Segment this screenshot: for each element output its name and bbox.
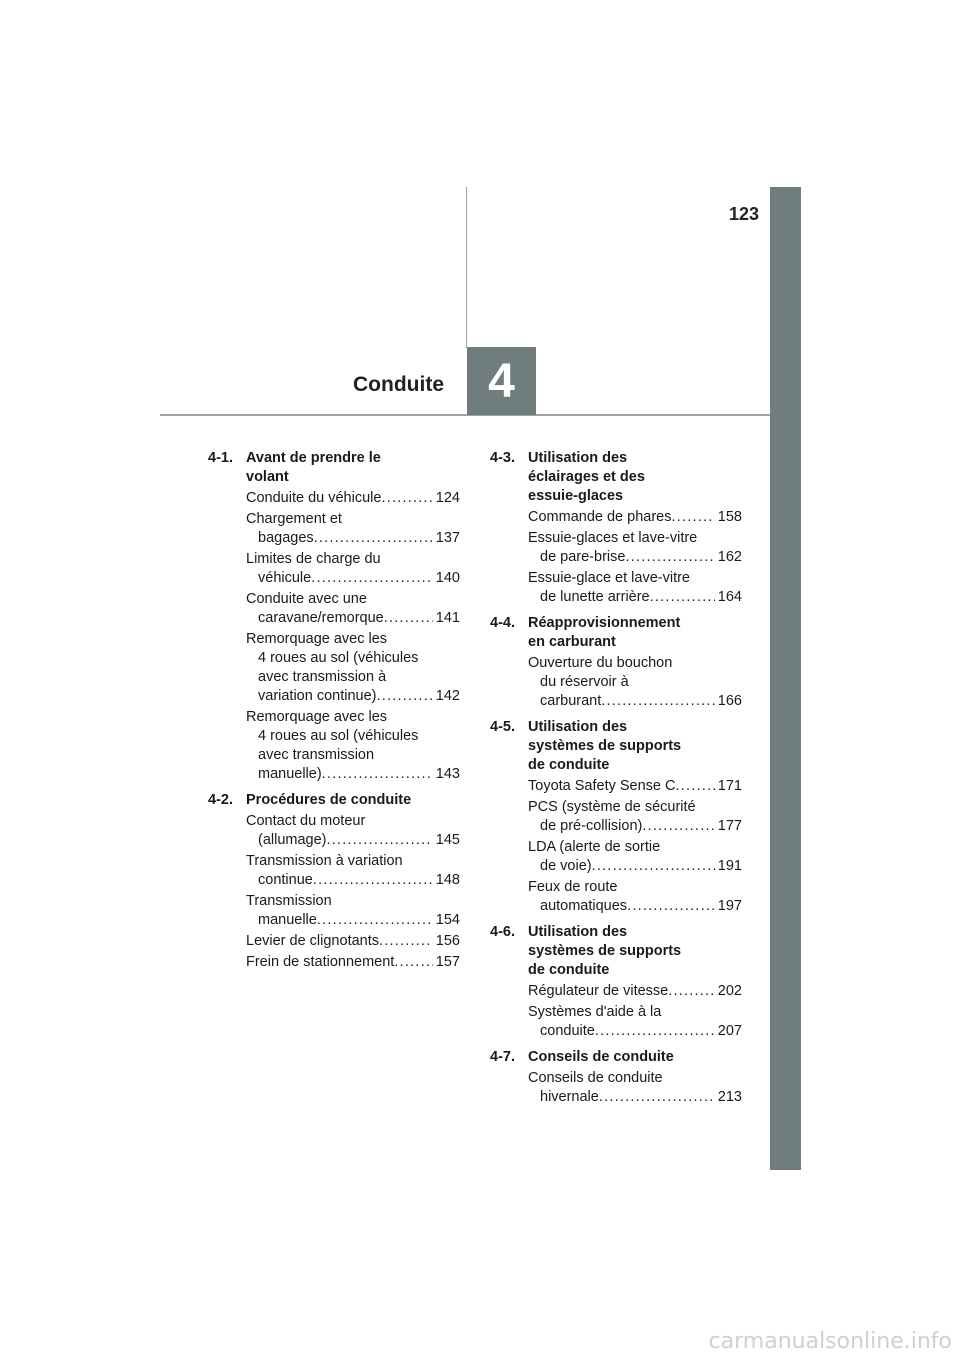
entry-last-line bbox=[528, 1088, 742, 1107]
dot-leader bbox=[627, 897, 715, 916]
toc-entry[interactable] bbox=[246, 953, 460, 972]
entry-last-line bbox=[246, 569, 460, 588]
entry-page-number: 164 bbox=[717, 589, 742, 605]
entry-last-line bbox=[528, 897, 742, 916]
dot-leader bbox=[650, 588, 715, 607]
toc-entry[interactable] bbox=[246, 510, 460, 548]
toc-section bbox=[490, 614, 742, 711]
entry-text-line: continue bbox=[258, 872, 313, 888]
entry-page-number: 157 bbox=[435, 954, 460, 970]
toc-section bbox=[490, 923, 742, 1041]
section-title bbox=[528, 614, 742, 652]
entry-text-line: manuelle bbox=[258, 912, 317, 928]
chapter-side-tab bbox=[770, 187, 801, 1170]
section-title-line: Conseils de conduite bbox=[528, 1049, 674, 1065]
entry-last-line bbox=[246, 489, 460, 508]
entry-text-line: (allumage) bbox=[258, 832, 327, 848]
toc-section bbox=[208, 791, 460, 972]
entry-text-line: de pare-brise bbox=[540, 549, 626, 565]
toc-entry[interactable] bbox=[246, 590, 460, 628]
dot-leader bbox=[313, 871, 433, 890]
entry-text-line: LDA (alerte de sortie bbox=[528, 839, 661, 855]
dot-leader bbox=[322, 765, 433, 784]
entry-last-line bbox=[528, 982, 742, 1001]
entry-last-line bbox=[528, 817, 742, 836]
entry-page-number: 166 bbox=[717, 693, 742, 709]
toc-entry[interactable] bbox=[528, 1003, 742, 1041]
section-number: 4-1. bbox=[208, 450, 233, 466]
entry-text-line: de pré-collision) bbox=[540, 818, 643, 834]
entry-text-line: PCS (système de sécurité bbox=[528, 799, 696, 815]
entry-text-line: Frein de stationnement bbox=[246, 954, 395, 970]
entry-text-line: Levier de clignotants bbox=[246, 933, 379, 949]
entry-text-line: Systèmes d'aide à la bbox=[528, 1004, 662, 1020]
section-number: 4-7. bbox=[490, 1049, 515, 1065]
section-number: 4-5. bbox=[490, 719, 515, 735]
toc-entry[interactable] bbox=[246, 852, 460, 890]
toc-entry[interactable] bbox=[246, 708, 460, 784]
entry-last-line bbox=[528, 1022, 742, 1041]
dot-leader bbox=[595, 1022, 715, 1041]
toc-entry[interactable] bbox=[246, 812, 460, 850]
section-title bbox=[246, 449, 460, 487]
section-number: 4-2. bbox=[208, 792, 233, 808]
toc-section bbox=[208, 449, 460, 784]
entry-text-line: carburant bbox=[540, 693, 602, 709]
chapter-number: 4 bbox=[488, 354, 515, 408]
entry-page-number: 154 bbox=[435, 912, 460, 928]
section-heading[interactable] bbox=[490, 614, 742, 652]
dot-leader bbox=[592, 857, 715, 876]
toc-entry[interactable] bbox=[528, 982, 742, 1001]
section-heading[interactable] bbox=[208, 791, 460, 810]
entry-page-number: 197 bbox=[717, 898, 742, 914]
dot-leader bbox=[642, 817, 714, 836]
entry-page-number: 156 bbox=[435, 933, 460, 949]
entry-text-line: de lunette arrière bbox=[540, 589, 650, 605]
toc-column-right bbox=[490, 449, 742, 1114]
dot-leader bbox=[671, 508, 714, 527]
toc-entry[interactable] bbox=[528, 798, 742, 836]
entry-page-number: 141 bbox=[435, 610, 460, 626]
entry-page-number: 137 bbox=[435, 530, 460, 546]
section-title-line: systèmes de supports bbox=[528, 943, 682, 959]
entry-page-number: 145 bbox=[435, 832, 460, 848]
section-title-line: en carburant bbox=[528, 634, 616, 650]
section-heading[interactable] bbox=[490, 718, 742, 775]
dot-leader bbox=[327, 831, 433, 850]
section-title-text bbox=[528, 449, 742, 506]
section-title-line: Utilisation des bbox=[528, 450, 628, 466]
entry-text-line: Feux de route bbox=[528, 879, 618, 895]
section-title-line: Utilisation des bbox=[528, 924, 628, 940]
section-heading[interactable] bbox=[490, 449, 742, 506]
entry-text-line: caravane/remorque bbox=[258, 610, 384, 626]
dot-leader bbox=[668, 982, 715, 1001]
section-title-text bbox=[246, 449, 460, 487]
dot-leader bbox=[311, 569, 433, 588]
entry-text-line: automatiques bbox=[540, 898, 628, 914]
entry-last-line bbox=[528, 548, 742, 567]
section-title-text bbox=[246, 791, 460, 810]
entry-text-line: Conduite avec une bbox=[246, 591, 367, 607]
chapter-title: Conduite bbox=[353, 373, 444, 396]
entry-text-line: Ouverture du bouchon bbox=[528, 655, 673, 671]
entry-text-line: Remorquage avec les bbox=[246, 709, 388, 725]
section-title bbox=[528, 923, 742, 980]
toc-entry[interactable] bbox=[528, 529, 742, 567]
entry-page-number: 177 bbox=[717, 818, 742, 834]
section-heading[interactable] bbox=[208, 449, 460, 487]
toc-section bbox=[490, 1048, 742, 1107]
toc-entry[interactable] bbox=[246, 550, 460, 588]
entry-page-number: 213 bbox=[717, 1089, 742, 1105]
entry-text-line: Transmission à variation bbox=[246, 853, 403, 869]
entry-last-line bbox=[528, 692, 742, 711]
entry-last-line bbox=[246, 529, 460, 548]
entry-page-number: 124 bbox=[435, 490, 460, 506]
entry-text-line: Chargement et bbox=[246, 511, 342, 527]
entry-text-line: 4 roues au sol (véhicules bbox=[258, 728, 419, 744]
entry-last-line bbox=[246, 609, 460, 628]
dot-leader bbox=[599, 1088, 715, 1107]
toc-entry[interactable] bbox=[528, 777, 742, 796]
section-title-text bbox=[528, 923, 742, 980]
toc-entry[interactable] bbox=[528, 569, 742, 607]
entry-last-line bbox=[246, 831, 460, 850]
horizontal-divider bbox=[160, 414, 770, 416]
entry-page-number: 143 bbox=[435, 766, 460, 782]
entry-text-line: véhicule bbox=[258, 570, 312, 586]
entry-text-line: 4 roues au sol (véhicules bbox=[258, 650, 419, 666]
toc-section bbox=[490, 449, 742, 607]
dot-leader bbox=[676, 777, 715, 796]
section-number: 4-3. bbox=[490, 450, 515, 466]
entry-text-line: Régulateur de vitesse bbox=[528, 983, 669, 999]
entry-text-line: Commande de phares bbox=[528, 509, 672, 525]
entry-page-number: 140 bbox=[435, 570, 460, 586]
dot-leader bbox=[317, 911, 433, 930]
entry-text-line: avec transmission à bbox=[258, 669, 387, 685]
toc-entry[interactable] bbox=[528, 1069, 742, 1107]
entry-last-line bbox=[246, 765, 460, 784]
entry-page-number: 142 bbox=[435, 688, 460, 704]
dot-leader bbox=[377, 687, 433, 706]
section-title-line: Utilisation des bbox=[528, 719, 628, 735]
entry-text-line: de voie) bbox=[540, 858, 592, 874]
entry-text-line: manuelle) bbox=[258, 766, 322, 782]
section-title-line: Procédures de conduite bbox=[246, 792, 412, 808]
entry-text-line: Transmission bbox=[246, 893, 332, 909]
entry-text-line: Toyota Safety Sense C bbox=[528, 778, 676, 794]
section-title-text bbox=[528, 718, 742, 775]
dot-leader bbox=[625, 548, 714, 567]
entry-last-line bbox=[246, 687, 460, 706]
entry-last-line bbox=[246, 911, 460, 930]
dot-leader bbox=[394, 953, 432, 972]
entry-text-line: Conseils de conduite bbox=[528, 1070, 663, 1086]
section-title-line: volant bbox=[246, 469, 289, 485]
section-title-line: Réapprovisionnement bbox=[528, 615, 681, 631]
section-number: 4-4. bbox=[490, 615, 515, 631]
entry-text-line: du réservoir à bbox=[540, 674, 629, 690]
entry-last-line bbox=[246, 953, 460, 972]
entry-last-line bbox=[246, 932, 460, 951]
toc-entry[interactable] bbox=[528, 878, 742, 916]
entry-text-line: bagages bbox=[258, 530, 314, 546]
entry-text-line: Limites de charge du bbox=[246, 551, 381, 567]
entry-page-number: 171 bbox=[717, 778, 742, 794]
dot-leader bbox=[381, 489, 432, 508]
toc-entry[interactable] bbox=[528, 654, 742, 711]
section-title-line: essuie-glaces bbox=[528, 488, 624, 504]
entry-page-number: 162 bbox=[717, 549, 742, 565]
section-title bbox=[246, 791, 460, 810]
entry-last-line bbox=[528, 777, 742, 796]
section-title-line: systèmes de supports bbox=[528, 738, 682, 754]
entry-last-line bbox=[528, 588, 742, 607]
entry-page-number: 191 bbox=[717, 858, 742, 874]
toc-column-left bbox=[208, 449, 460, 979]
watermark: carmanualsonline.info bbox=[708, 1329, 952, 1354]
entry-page-number: 158 bbox=[717, 509, 742, 525]
section-title bbox=[528, 449, 742, 506]
entry-text-line: Essuie-glaces et lave-vitre bbox=[528, 530, 698, 546]
dot-leader bbox=[379, 932, 433, 951]
section-number: 4-6. bbox=[490, 924, 515, 940]
toc-entry[interactable] bbox=[246, 892, 460, 930]
section-title bbox=[528, 718, 742, 775]
entry-text-line: Contact du moteur bbox=[246, 813, 366, 829]
section-title-line: de conduite bbox=[528, 962, 610, 978]
entry-page-number: 207 bbox=[717, 1023, 742, 1039]
entry-text-line: Conduite du véhicule bbox=[246, 490, 382, 506]
entry-text-line: avec transmission bbox=[258, 747, 375, 763]
entry-last-line bbox=[246, 871, 460, 890]
section-title-text bbox=[528, 1048, 742, 1067]
toc-entry[interactable] bbox=[246, 489, 460, 508]
section-title-text bbox=[528, 614, 742, 652]
toc-entry[interactable] bbox=[528, 838, 742, 876]
entry-page-number: 202 bbox=[717, 983, 742, 999]
entry-last-line bbox=[528, 857, 742, 876]
entry-page-number: 148 bbox=[435, 872, 460, 888]
section-heading[interactable] bbox=[490, 1048, 742, 1067]
section-title bbox=[528, 1048, 742, 1067]
section-heading[interactable] bbox=[490, 923, 742, 980]
vertical-divider bbox=[466, 187, 467, 348]
section-title-line: éclairages et des bbox=[528, 469, 645, 485]
section-title-line: Avant de prendre le bbox=[246, 450, 381, 466]
entry-text-line: conduite bbox=[540, 1023, 595, 1039]
toc-entry[interactable] bbox=[528, 508, 742, 527]
section-title-line: de conduite bbox=[528, 757, 610, 773]
entry-text-line: hivernale bbox=[540, 1089, 599, 1105]
entry-text-line: Essuie-glace et lave-vitre bbox=[528, 570, 690, 586]
toc-entry[interactable] bbox=[246, 932, 460, 951]
toc-entry[interactable] bbox=[246, 630, 460, 706]
entry-text-line: variation continue) bbox=[258, 688, 377, 704]
dot-leader bbox=[601, 692, 715, 711]
entry-last-line bbox=[528, 508, 742, 527]
dot-leader bbox=[384, 609, 433, 628]
page-number: 123 bbox=[728, 204, 759, 224]
chapter-number-box bbox=[467, 347, 536, 415]
toc-section bbox=[490, 718, 742, 916]
dot-leader bbox=[314, 529, 433, 548]
entry-text-line: Remorquage avec les bbox=[246, 631, 388, 647]
